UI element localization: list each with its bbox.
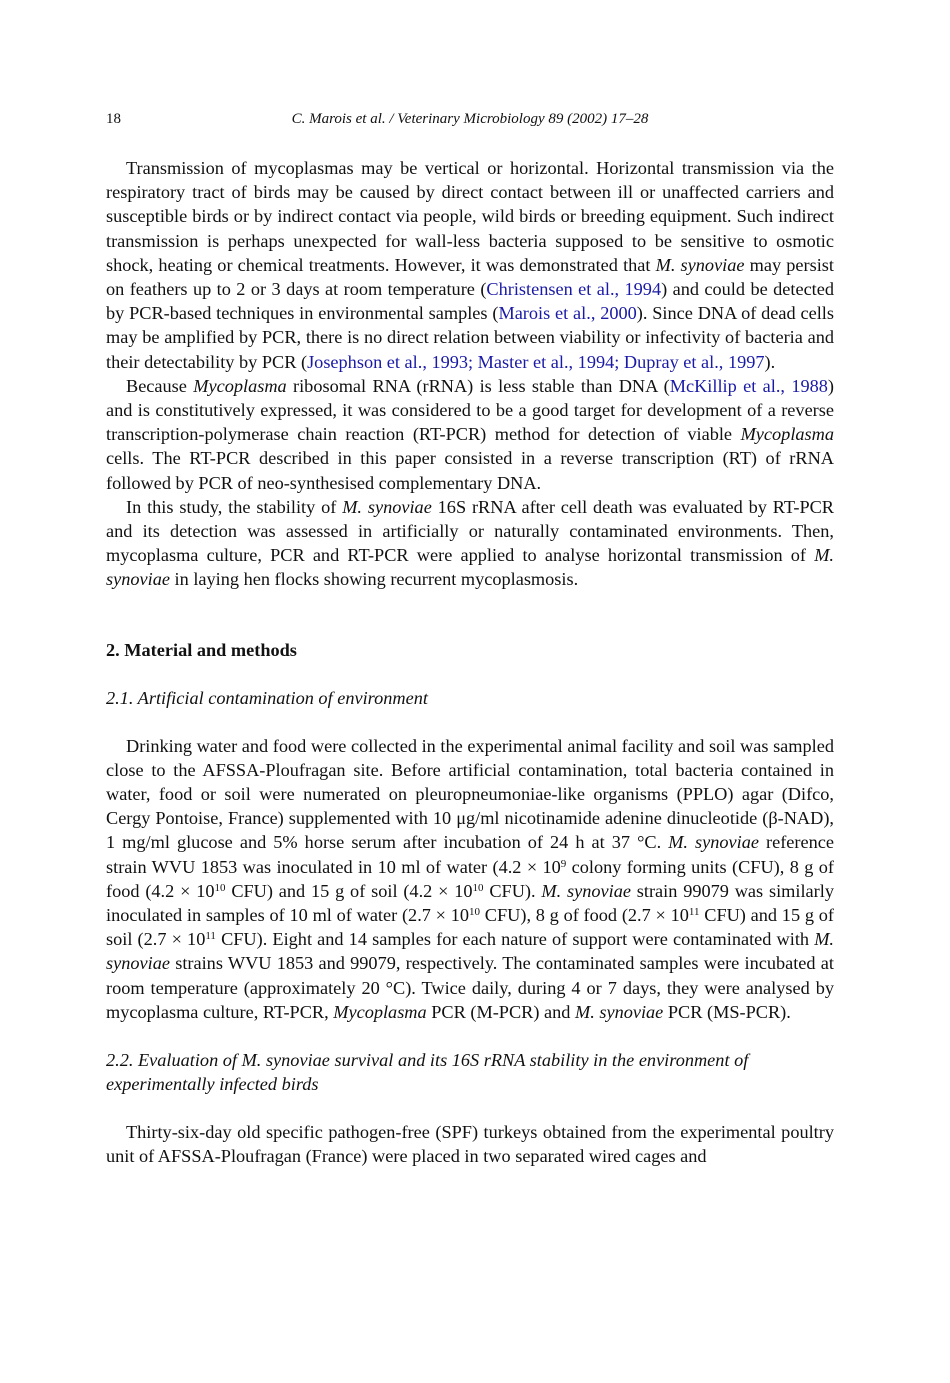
subsection-heading: 2.2. Evaluation of M. synoviae survival and its 16S rRNA stability in the environment of experimentally infected birds: [106, 1050, 749, 1095]
intro-paragraph-1: Transmission of mycoplasmas may be vertical or horizontal. Horizontal transmission via the respiratory tract of birds may be caused by direct contact between ill or unaffected carriers and susceptible birds or by indirect contact via people, wild birds or breeding equipment. Such indirect transmission is perhaps unexpected for wall-less bacteria supposed to be sensitive to osmotic shock, heating or chemical treatments. However, it was demonstrated that M. synoviae may persist on feathers up to 2 or 3 days at room temperature (Christensen et al., 1994) and could be detected by PCR-based techniques in environmental samples (Marois et al., 2000). Since DNA of dead cells may be amplified by PCR, there is no direct relation between viability or infectivity of bacteria and their detectability by PCR (Josephson et al., 1993; Master et al., 1994; Dupray et al., 1997).: [106, 158, 835, 372]
intro-paragraph-2: Because Mycoplasma ribosomal RNA (rRNA) is less stable than DNA (McKillip et al., 1988) and is constitutively expressed, it was considered to be a good target for development of a reverse transcription-polymerase chain reaction (RT-PCR) method for detection of viable Mycoplasma cells. The RT-PCR described in this paper consisted in a reverse transcription (RT) of rRNA followed by PCR of neo-synthesised complementary DNA.: [106, 375, 834, 493]
subsection-heading: 2.1. Artificial contamination of environment: [106, 687, 428, 708]
page-header: [106, 108, 834, 130]
citation-link[interactable]: McKillip et al., 1988: [669, 375, 828, 396]
methods-paragraph-1: Drinking water and food were collected in the experimental animal facility and soil was sampled close to the AFSSA-Ploufragan site. Before artificial contamination, total bacteria contained in water, food or soil were numerated on pleuropneumoniae-like organisms (PPLO) agar (Difco, Cergy Pontoise, France) supplemented with 10 μg/ml nicotinamide adenine dinucleotide (β-NAD), 1 mg/ml glucose and 5% horse serum after incubation of 24 h at 37 °C. M. synoviae reference strain WVU 1853 was inoculated in 10 ml of water ($4.2 \times 10^9$ colony forming units (CFU), 8 g of food ($4.2 \times 10^{10}$ CFU) and 15 g of soil ($4.2 \times 10^{10}$ CFU). M. synoviae strain 99079 was similarly inoculated in samples of 10 ml of water ($2.7 \times 10^{10}$ CFU), 8 g of food ($2.7 \times 10^{11}$ CFU) and 15 g of soil ($2.7 \times 10^{11}$ CFU). Eight and 14 samples for each nature of support were contaminated with M. synoviae strains WVU 1853 and 99079, respectively. The contaminated samples were incubated at room temperature (approximately 20 °C). Twice daily, during 4 or 7 days, they were analysed by mycoplasma culture, RT-PCR, Mycoplasma PCR (M-PCR) and M. synoviae PCR (MS-PCR).: [106, 735, 835, 1022]
page-number: 18: [106, 111, 121, 127]
running-title: C. Marois et al. / Veterinary Microbiology 89 (2002) 17–28: [291, 111, 649, 127]
citation-link[interactable]: Christensen et al., 1994: [486, 279, 662, 300]
methods-paragraph-2: Thirty-six-day old specific pathogen-free (SPF) turkeys obtained from the experimental poultry unit of AFSSA-Ploufragan (France) were placed in two separated wired cages and: [106, 1122, 834, 1167]
section-heading: 2. Material and methods: [106, 639, 297, 660]
citation-link[interactable]: Marois et al., 2000: [498, 303, 637, 324]
citation-link[interactable]: Josephson et al., 1993; Master et al., 1994; Dupray et al., 1997: [307, 351, 765, 372]
paper-page: [106, 108, 834, 1169]
intro-paragraph-3: In this study, the stability of M. synoviae 16S rRNA after cell death was evaluated by RT-PCR and its detection was assessed in artificially or naturally contaminated environments. Then, mycoplasma culture, PCR and RT-PCR were applied to analyse horizontal transmission of M. synoviae in laying hen flocks showing recurrent mycoplasmosis.: [106, 496, 834, 590]
